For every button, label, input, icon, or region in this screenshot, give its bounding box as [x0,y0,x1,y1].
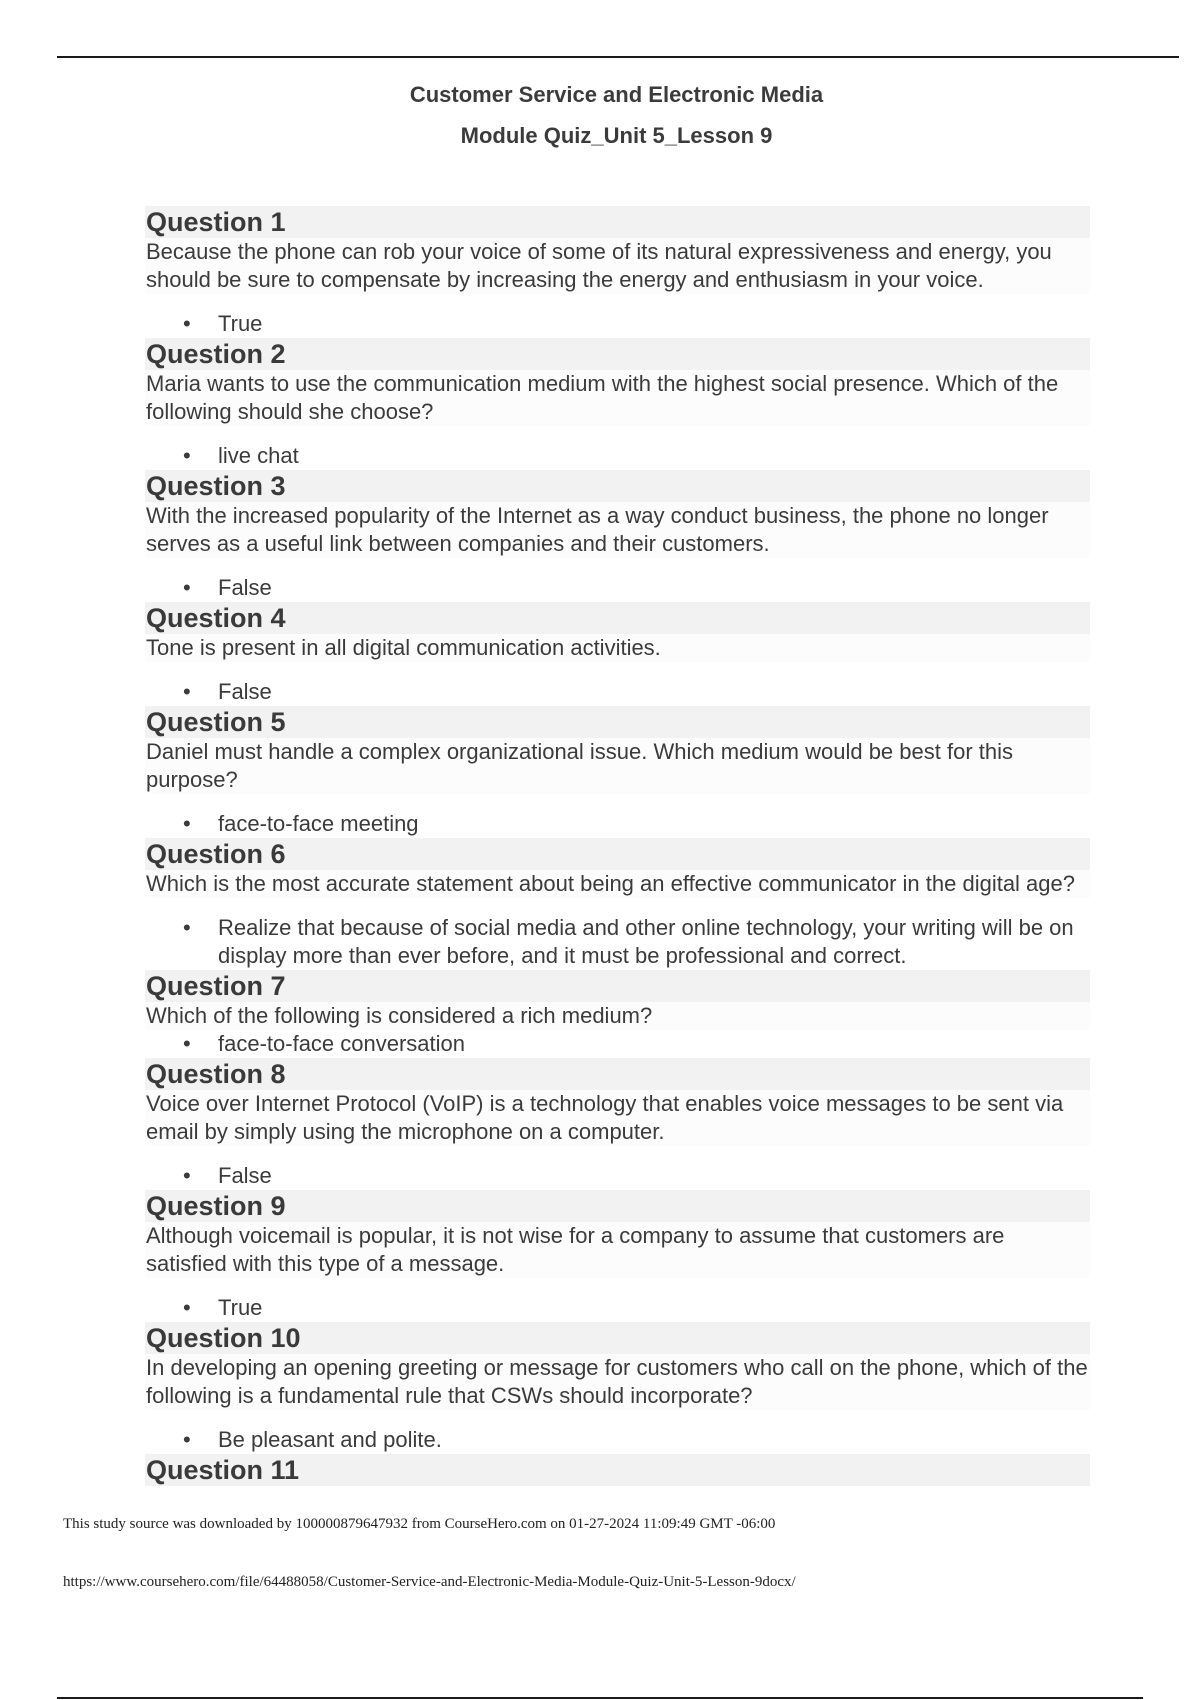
question-heading: Question 10 [145,1322,1090,1354]
question-6 [145,838,1090,970]
question-11 [145,1454,1090,1486]
question-text: Because the phone can rob your voice of some of its natural expressiveness and energy, you should be sure to compensate by increasing the energy and enthusiasm in your voice. [145,238,1090,294]
source-url[interactable]: https://www.coursehero.com/file/64488058/Customer-Service-and-Electronic-Media-Module-Quiz-Unit-5-Lesson-9docx/ [63,1574,796,1590]
bullet-icon: • [183,1031,191,1056]
question-1 [145,206,1090,338]
question-heading: Question 6 [145,838,1090,870]
bullet-icon: • [183,575,191,600]
question-heading: Question 4 [145,602,1090,634]
bullet-icon: • [183,811,191,836]
quiz-content [145,206,1090,1486]
question-text: Although voicemail is popular, it is not wise for a company to assume that customers are satisfied with this type of a message. [145,1222,1090,1278]
document-subtitle: Module Quiz_Unit 5_Lesson 9 [460,123,773,148]
bottom-rule [57,1697,1143,1699]
answer-item [145,810,1090,838]
answer-item [145,1030,1090,1058]
question-heading: Question 2 [145,338,1090,370]
question-text: Which of the following is considered a rich medium? [145,1002,1090,1030]
question-heading: Question 7 [145,970,1090,1002]
question-10 [145,1322,1090,1454]
answer-item [145,1162,1090,1190]
question-5 [145,706,1090,838]
answer-list [145,1030,1090,1058]
question-text: In developing an opening greeting or message for customers who call on the phone, which of the following is a fundamental rule that CSWs should incorporate? [145,1354,1090,1410]
question-9 [145,1190,1090,1322]
question-text: Tone is present in all digital communication activities. [145,634,1090,662]
answer-text: live chat [218,443,299,468]
question-8 [145,1058,1090,1190]
answer-text: face-to-face meeting [218,811,419,836]
answer-list [145,810,1090,838]
question-4 [145,602,1090,706]
answer-item [145,1294,1090,1322]
answer-item [145,310,1090,338]
answer-text: Realize that because of social media and other online technology, your writing will be on display more than ever before, and it must be professional and correct. [218,915,1074,968]
question-text: With the increased popularity of the Internet as a way conduct business, the phone no longer serves as a useful link between companies and their customers. [145,502,1090,558]
question-text: Voice over Internet Protocol (VoIP) is a technology that enables voice messages to be sent via email by simply using the microphone on a computer. [145,1090,1090,1146]
bullet-icon: • [183,1427,191,1452]
question-heading: Question 5 [145,706,1090,738]
answer-text: True [218,311,263,336]
download-watermark-note: This study source was downloaded by 100000879647932 from CourseHero.com on 01-27-2024 11:09:49 GMT -06:00 [63,1516,776,1532]
question-heading: Question 11 [145,1454,1090,1486]
question-text: Daniel must handle a complex organizational issue. Which medium would be best for this purpose? [145,738,1090,794]
answer-list [145,1294,1090,1322]
bullet-icon: • [183,679,191,704]
answer-item [145,678,1090,706]
question-text: Which is the most accurate statement about being an effective communicator in the digital age? [145,870,1090,898]
question-text: Maria wants to use the communication medium with the highest social presence. Which of the following should she choose? [145,370,1090,426]
bullet-icon: • [183,443,191,468]
answer-list [145,1426,1090,1454]
question-2 [145,338,1090,470]
answer-list [145,574,1090,602]
answer-list [145,1162,1090,1190]
answer-text: False [218,679,272,704]
answer-list [145,310,1090,338]
answer-text: False [218,1163,272,1188]
bullet-icon: • [183,1295,191,1320]
question-7 [145,970,1090,1058]
answer-text: False [218,575,272,600]
question-3 [145,470,1090,602]
top-rule [57,56,1179,58]
question-heading: Question 8 [145,1058,1090,1090]
bullet-icon: • [183,915,191,940]
bullet-icon: • [183,311,191,336]
answer-list [145,442,1090,470]
answer-text: face-to-face conversation [218,1031,466,1056]
answer-text: Be pleasant and polite. [218,1427,442,1452]
answer-item [145,442,1090,470]
question-heading: Question 1 [145,206,1090,238]
question-heading: Question 9 [145,1190,1090,1222]
question-heading: Question 3 [145,470,1090,502]
answer-list [145,678,1090,706]
answer-item [145,574,1090,602]
bullet-icon: • [183,1163,191,1188]
answer-item [145,1426,1090,1454]
document-title: Customer Service and Electronic Media [409,82,824,107]
answer-item [145,914,1090,970]
answer-text: True [218,1295,263,1320]
answer-list [145,914,1090,970]
